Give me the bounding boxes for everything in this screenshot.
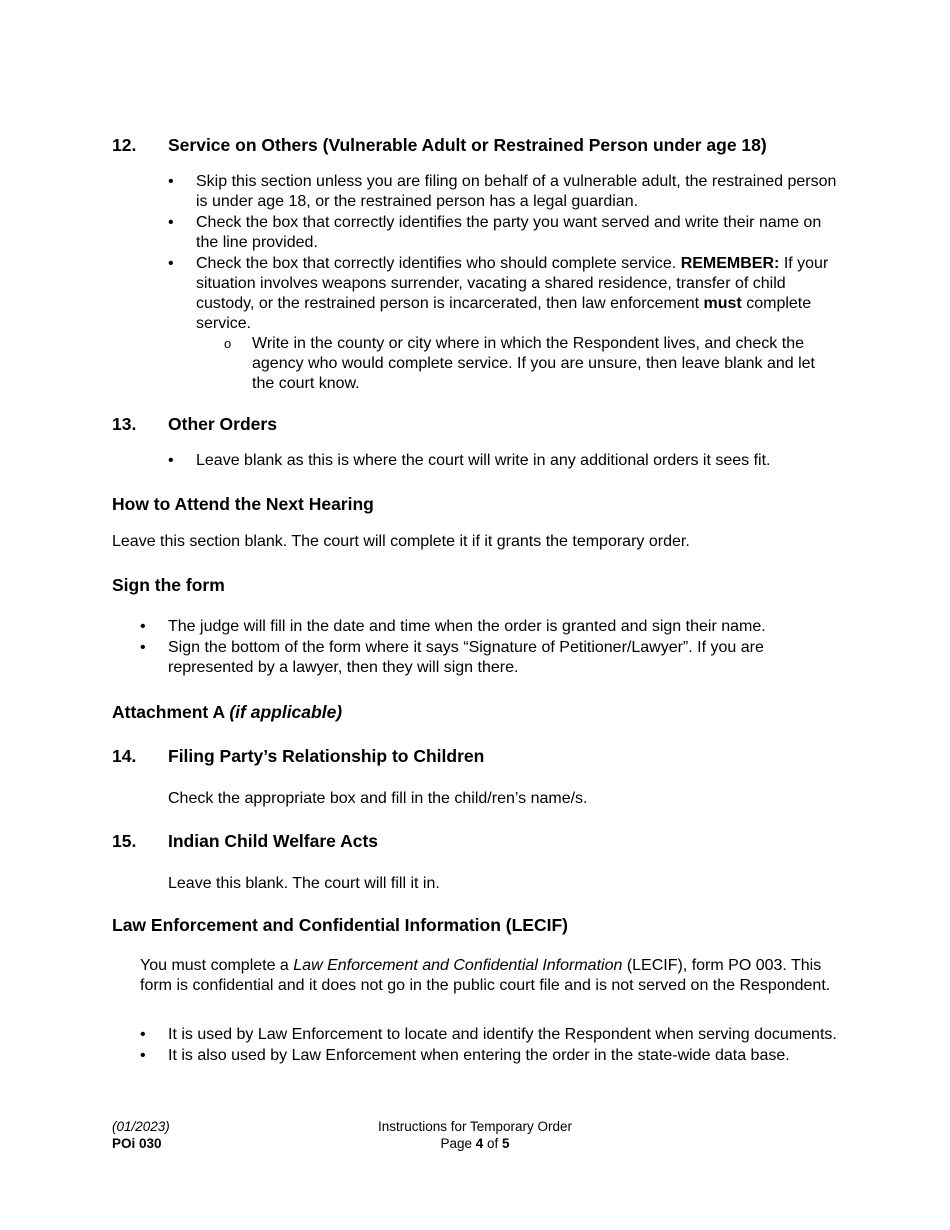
section-title: Other Orders bbox=[168, 414, 277, 434]
section-number: 14. bbox=[112, 746, 137, 766]
section-13-list bbox=[168, 451, 841, 472]
footer-center bbox=[300, 1118, 650, 1152]
sub-list-item-text: Write in the county or city where in which the Respondent lives, and check the agency who would complete service. If you are unsure, then leave blank and let the court know. bbox=[252, 335, 815, 392]
list-item-text: If your situation involves weapons surrender, vacating a shared residence, transfer of child custody, or the restrained person is incarcerated, then law enforcement bbox=[196, 255, 829, 312]
section-12-list bbox=[168, 172, 841, 395]
of-word: of bbox=[487, 1136, 499, 1151]
section-number: 12. bbox=[112, 135, 137, 155]
list-item bbox=[168, 254, 841, 394]
section-15-text: Leave this blank. The court will fill it in. bbox=[168, 875, 440, 892]
list-item bbox=[140, 617, 840, 637]
attachment-title: Attachment A bbox=[112, 702, 225, 722]
page-number bbox=[300, 1135, 650, 1152]
lecif-heading: Law Enforcement and Confidential Information (LECIF) bbox=[112, 915, 568, 935]
section-title: Indian Child Welfare Acts bbox=[168, 831, 379, 851]
lecif-list bbox=[140, 1025, 840, 1067]
section-15-heading bbox=[112, 830, 378, 852]
bullet-icon: • bbox=[140, 618, 146, 635]
section-13-heading bbox=[112, 413, 277, 435]
bullet-icon: • bbox=[140, 1026, 146, 1043]
section-number: 13. bbox=[112, 414, 137, 434]
revision-date: (01/2023) bbox=[112, 1119, 170, 1134]
section-14-text: Check the appropriate box and fill in the child/ren’s name/s. bbox=[168, 790, 588, 807]
list-item-text: complete service. bbox=[196, 295, 812, 332]
attachment-heading bbox=[112, 701, 342, 723]
footer-left bbox=[112, 1118, 170, 1152]
hearing-heading: How to Attend the Next Hearing bbox=[112, 494, 374, 514]
bullet-icon: • bbox=[168, 173, 174, 190]
list-item-text: The judge will fill in the date and time when the order is granted and sign their name. bbox=[168, 618, 766, 635]
sign-heading: Sign the form bbox=[112, 575, 225, 595]
footer-title: Instructions for Temporary Order bbox=[377, 1119, 573, 1134]
bullet-icon: • bbox=[140, 639, 146, 656]
circle-bullet-icon: o bbox=[224, 336, 232, 351]
bullet-icon: • bbox=[168, 255, 174, 272]
remember-label: REMEMBER: bbox=[680, 255, 780, 272]
must-emphasis: must bbox=[703, 295, 742, 312]
lecif-text: (LECIF), form PO 003. This form is confidential and it does not go in the public court file and is not served on the Respondent. bbox=[140, 957, 831, 994]
list-item bbox=[140, 1046, 840, 1066]
bullet-icon: • bbox=[168, 214, 174, 231]
section-title: Filing Party’s Relationship to Children bbox=[168, 746, 485, 766]
list-item bbox=[140, 638, 840, 678]
list-item bbox=[140, 1025, 840, 1045]
list-item-text: Check the box that correctly identifies who should complete service. bbox=[196, 255, 677, 272]
current-page: 4 bbox=[475, 1136, 484, 1151]
page-word: Page bbox=[440, 1136, 472, 1151]
list-item bbox=[168, 451, 841, 471]
sign-list bbox=[140, 617, 840, 679]
hearing-text: Leave this section blank. The court will complete it if it grants the temporary order. bbox=[112, 533, 690, 550]
lecif-form-name: Law Enforcement and Confidential Information bbox=[293, 957, 623, 974]
list-item-text: It is also used by Law Enforcement when entering the order in the state-wide data base. bbox=[168, 1047, 790, 1064]
sub-list-item bbox=[224, 334, 841, 394]
list-item bbox=[168, 172, 841, 212]
section-number: 15. bbox=[112, 831, 137, 851]
list-item-text: Check the box that correctly identifies the party you want served and write their name on the line provided. bbox=[196, 214, 822, 251]
section-12-heading bbox=[112, 134, 767, 156]
lecif-paragraph bbox=[140, 956, 840, 996]
attachment-note: (if applicable) bbox=[229, 702, 343, 722]
section-14-heading bbox=[112, 745, 484, 767]
lecif-text: You must complete a bbox=[140, 957, 289, 974]
list-item-text: Leave blank as this is where the court will write in any additional orders it sees fit. bbox=[196, 452, 771, 469]
list-item-text: Sign the bottom of the form where it says “Signature of Petitioner/Lawyer”. If you are represented by a lawyer, then they will sign there. bbox=[168, 639, 764, 676]
form-number: POi 030 bbox=[112, 1136, 162, 1151]
bullet-icon: • bbox=[168, 452, 174, 469]
list-item-text: Skip this section unless you are filing on behalf of a vulnerable adult, the restrained person is under age 18, or the restrained person has a legal guardian. bbox=[196, 173, 837, 210]
bullet-icon: • bbox=[140, 1047, 146, 1064]
list-item-text: It is used by Law Enforcement to locate and identify the Respondent when serving documents. bbox=[168, 1026, 837, 1043]
total-pages: 5 bbox=[502, 1136, 510, 1151]
section-title: Service on Others (Vulnerable Adult or Restrained Person under age 18) bbox=[168, 135, 767, 155]
list-item bbox=[168, 213, 841, 253]
